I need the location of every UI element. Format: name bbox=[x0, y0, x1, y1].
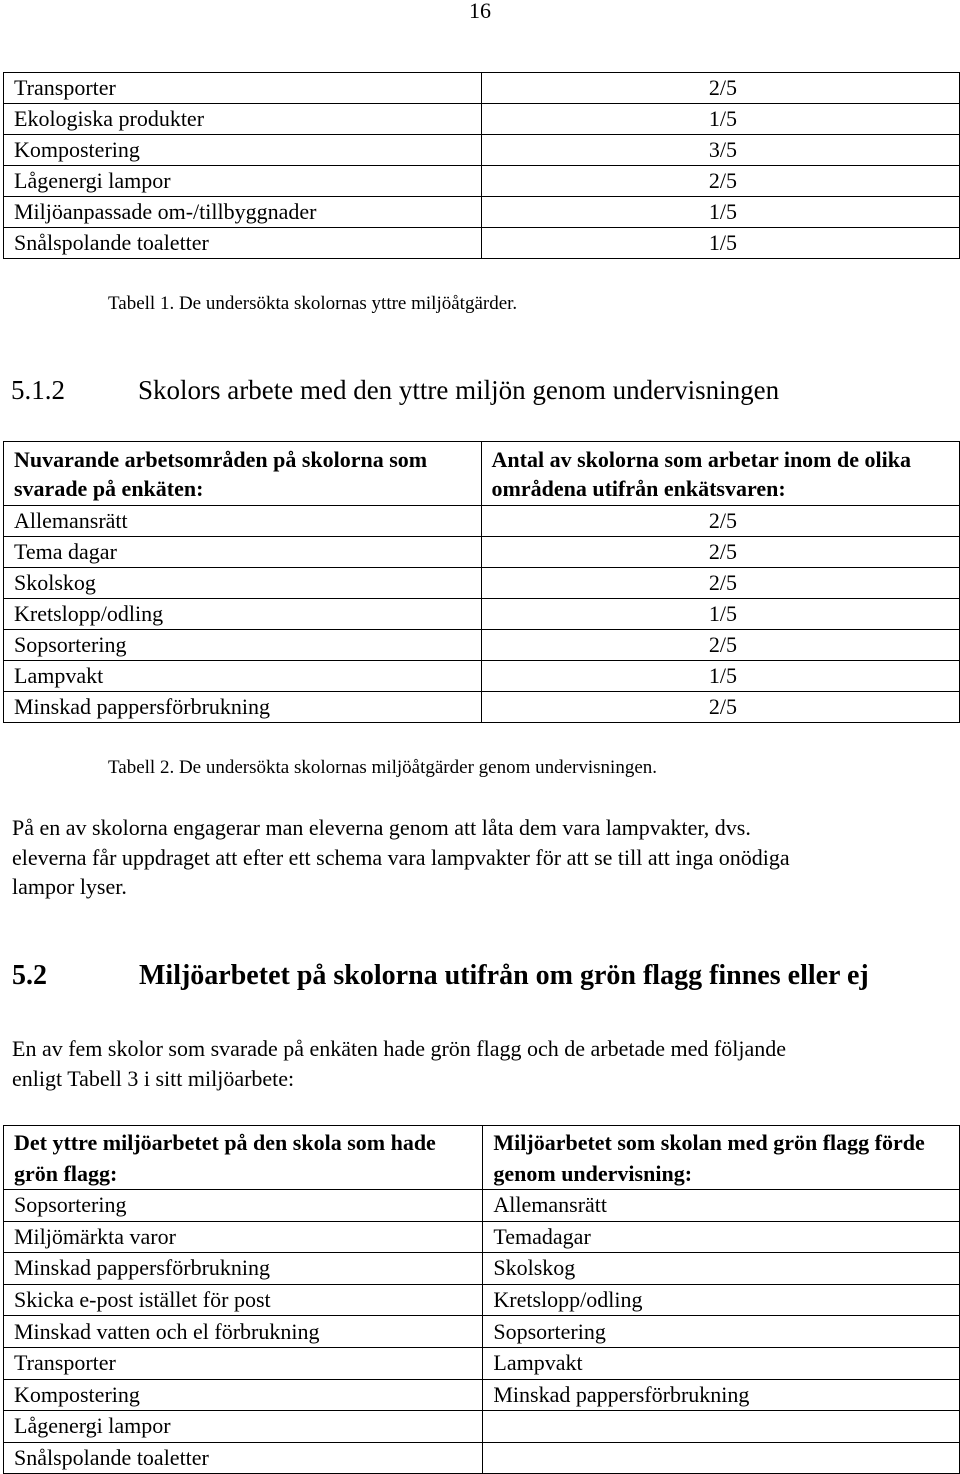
table-cell-left: Transporter bbox=[4, 1347, 483, 1379]
table-cell-value: 3/5 bbox=[481, 135, 959, 166]
table-cell-name: Kretslopp/odling bbox=[4, 599, 482, 630]
table-row bbox=[4, 73, 960, 104]
table-cell-left: Sopsortering bbox=[4, 1190, 483, 1222]
table-row bbox=[4, 506, 960, 537]
paragraph-green-flag bbox=[12, 1034, 786, 1093]
table-row bbox=[4, 1190, 960, 1222]
table-row bbox=[4, 692, 960, 723]
table-row bbox=[4, 104, 960, 135]
table-row bbox=[4, 197, 960, 228]
table-row bbox=[4, 1442, 960, 1474]
table-cell-left: Snålspolande toaletter bbox=[4, 1442, 483, 1474]
table-header-row bbox=[4, 442, 960, 506]
subsection-number: 5.1.2 bbox=[11, 375, 65, 405]
table-cell-name: Snålspolande toaletter bbox=[4, 228, 482, 259]
table-row bbox=[4, 228, 960, 259]
table-cell-value: 2/5 bbox=[481, 692, 959, 723]
paragraph-line: lampor lyser. bbox=[12, 874, 127, 899]
table-cell-name: Minskad pappersförbrukning bbox=[4, 692, 482, 723]
table-cell-name: Allemansrätt bbox=[4, 506, 482, 537]
section-number: 5.2 bbox=[12, 960, 47, 991]
table-3-header-left: Det yttre miljöarbetet på den skola som hade grön flagg: bbox=[4, 1126, 483, 1190]
table-cell-right: Skolskog bbox=[483, 1253, 960, 1285]
table-cell-name: Sopsortering bbox=[4, 630, 482, 661]
table-cell-right bbox=[483, 1442, 960, 1474]
table-row bbox=[4, 568, 960, 599]
table-cell-right: Temadagar bbox=[483, 1221, 960, 1253]
section-heading bbox=[12, 960, 869, 992]
table-cell-name: Ekologiska produkter bbox=[4, 104, 482, 135]
table-row bbox=[4, 537, 960, 568]
table-cell-name: Tema dagar bbox=[4, 537, 482, 568]
table-cell-left: Skicka e-post istället för post bbox=[4, 1284, 483, 1316]
table-cell-name: Miljöanpassade om-/tillbyggnader bbox=[4, 197, 482, 228]
table-cell-left: Minskad pappersförbrukning bbox=[4, 1253, 483, 1285]
table-row bbox=[4, 599, 960, 630]
table-cell-name: Lampvakt bbox=[4, 661, 482, 692]
table-2 bbox=[3, 441, 960, 723]
table-row bbox=[4, 1379, 960, 1411]
table-1 bbox=[3, 72, 960, 259]
table-row bbox=[4, 1221, 960, 1253]
table-2-header-right: Antal av skolorna som arbetar inom de olika områdena utifrån enkätsvaren: bbox=[481, 442, 959, 506]
table-header-row bbox=[4, 1126, 960, 1190]
table-cell-value: 2/5 bbox=[481, 73, 959, 104]
table-cell-right: Sopsortering bbox=[483, 1316, 960, 1348]
table-row bbox=[4, 166, 960, 197]
table-3-header-right: Miljöarbetet som skolan med grön flagg förde genom undervisning: bbox=[483, 1126, 960, 1190]
table-cell-name: Transporter bbox=[4, 73, 482, 104]
paragraph-line: enligt Tabell 3 i sitt miljöarbete: bbox=[12, 1065, 295, 1091]
table-cell-value: 1/5 bbox=[481, 104, 959, 135]
table-row bbox=[4, 135, 960, 166]
table-row bbox=[4, 1316, 960, 1348]
table-cell-right: Lampvakt bbox=[483, 1347, 960, 1379]
table-cell-value: 1/5 bbox=[481, 661, 959, 692]
table-cell-left: Lågenergi lampor bbox=[4, 1411, 483, 1443]
table-cell-left: Miljömärkta varor bbox=[4, 1221, 483, 1253]
table-cell-value: 1/5 bbox=[481, 197, 959, 228]
table-2-header-left: Nuvarande arbetsområden på skolorna som svarade på enkäten: bbox=[4, 442, 482, 506]
table-cell-right: Minskad pappersförbrukning bbox=[483, 1379, 960, 1411]
paragraph-lampvakt bbox=[12, 813, 790, 902]
paragraph-line: På en av skolorna engagerar man eleverna genom att låta dem vara lampvakter, dvs. bbox=[12, 815, 751, 840]
table-cell-value: 1/5 bbox=[481, 599, 959, 630]
paragraph-line: eleverna får uppdraget att efter ett schema vara lampvakter för att se till att inga onödiga bbox=[12, 844, 790, 870]
table-cell-name: Lågenergi lampor bbox=[4, 166, 482, 197]
table-row bbox=[4, 1347, 960, 1379]
table-cell-value: 2/5 bbox=[481, 506, 959, 537]
table-2-caption: Tabell 2. De undersökta skolornas miljöåtgärder genom undervisningen. bbox=[108, 757, 658, 778]
table-cell-right: Allemansrätt bbox=[483, 1190, 960, 1222]
section-title: Miljöarbetet på skolorna utifrån om grön flagg finnes eller ej bbox=[139, 960, 869, 991]
table-row bbox=[4, 630, 960, 661]
table-cell-left: Minskad vatten och el förbrukning bbox=[4, 1316, 483, 1348]
table-cell-value: 2/5 bbox=[481, 166, 959, 197]
table-row bbox=[4, 1253, 960, 1285]
table-cell-right: Kretslopp/odling bbox=[483, 1284, 960, 1316]
subsection-heading bbox=[11, 375, 779, 406]
table-1-caption: Tabell 1. De undersökta skolornas yttre miljöåtgärder. bbox=[108, 293, 518, 314]
table-row bbox=[4, 1284, 960, 1316]
table-cell-left: Kompostering bbox=[4, 1379, 483, 1411]
table-cell-name: Kompostering bbox=[4, 135, 482, 166]
table-3 bbox=[3, 1125, 960, 1474]
table-cell-right bbox=[483, 1411, 960, 1443]
table-cell-value: 1/5 bbox=[481, 228, 959, 259]
table-cell-value: 2/5 bbox=[481, 568, 959, 599]
subsection-title: Skolors arbete med den yttre miljön genom undervisningen bbox=[138, 375, 780, 405]
table-cell-value: 2/5 bbox=[481, 630, 959, 661]
table-row bbox=[4, 661, 960, 692]
paragraph-line: En av fem skolor som svarade på enkäten hade grön flagg och de arbetade med följande bbox=[12, 1036, 786, 1061]
table-cell-value: 2/5 bbox=[481, 537, 959, 568]
table-row bbox=[4, 1411, 960, 1443]
table-cell-name: Skolskog bbox=[4, 568, 482, 599]
page-number: 16 bbox=[469, 0, 491, 23]
